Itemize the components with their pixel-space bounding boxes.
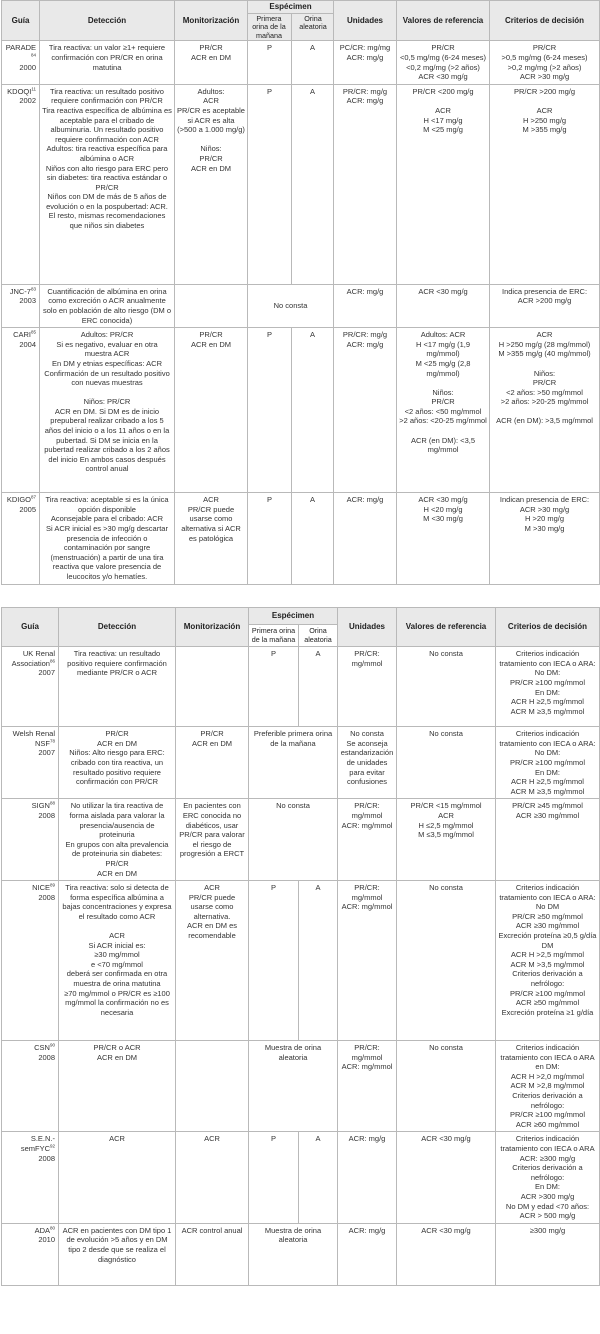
cell-unidades: ACR: mg/g — [334, 493, 397, 585]
header2-guia: Guía — [2, 608, 59, 647]
cell-monitorizacion — [175, 284, 248, 327]
guia-name: CSN — [34, 1043, 50, 1053]
header-referencia: Valores de referencia — [397, 1, 490, 41]
cell-referencia: No consta — [397, 881, 496, 1041]
cell-decision: Criterios indicación tratamiento con IECA o ARA: No DM PR/CR ≥50 mg/mmol ACR ≥30 mg/mmol Excreción proteína ≥0,5 g/día DM ACR H >2,5 mg/mmol ACR M >3,5 mg/mmol Criterios derivación a nefrólogo: PR/CR ≥100 mg/mmol ACR ≥50 mg/mmol Excreción proteína ≥1 g/día — [496, 881, 600, 1041]
table-row — [2, 1041, 600, 1132]
cell-deteccion: PR/CR o ACR ACR en DM — [59, 1041, 176, 1132]
cell-deteccion: Tira reactiva: un valor ≥1+ requiere confirmación con PR/CR en orina matutina — [40, 41, 175, 84]
guia-name: NICE — [32, 883, 50, 893]
cell-especimen: Preferible primera orina de la mañana — [249, 727, 338, 799]
cell-monitorizacion — [176, 647, 249, 727]
cell-deteccion: Tira reactiva: un resultado positivo requiere confirmación con PR/CR Tira reactiva específica de albúmina es aceptable para el cribado de albuminuria. Un resultado positivo requiere confirmación con ACR Adultos: tira reactiva específica para albúmina o ACR Niños con alto riesgo para ERC pero sin diabetes: tira reactiva estándar o PR/CR Niños con DM de más de 5 años de evolución o en la pospubertad: ACR. El resto, mismas recomendaciones que niños sin diabetes — [40, 84, 175, 284]
cell-aleatoria: A — [292, 84, 334, 284]
table-row — [2, 799, 600, 881]
guia-name: UK Renal Association — [11, 649, 55, 668]
header2-decision: Criterios de decisión — [496, 608, 600, 647]
cell-guia — [2, 1041, 59, 1132]
guia-name: PARADE — [5, 43, 36, 53]
cell-referencia: Adultos: ACR H <17 mg/g (1,9 mg/mmol) M <25 mg/g (2,8 mg/mmol) Niños: PR/CR <2 años: <50 mg/mmol >2 años: <20-25 mg/mmol ACR (en DM): <3,5 mg/mmol — [397, 328, 490, 493]
cell-guia — [2, 41, 40, 84]
cell-unidades: PR/CR: mg/mmol ACR: mg/mmol — [338, 1041, 397, 1132]
cell-referencia: No consta — [397, 1041, 496, 1132]
header-deteccion: Detección — [40, 1, 175, 41]
header-row-2 — [2, 608, 600, 625]
guia-name: ADA — [34, 1225, 50, 1235]
cell-primera: P — [249, 881, 299, 1041]
cell-primera: P — [249, 1132, 299, 1223]
cell-decision: ≥300 mg/g — [496, 1223, 600, 1285]
header-row-1 — [2, 1, 600, 41]
guia-year: 2000 — [19, 62, 36, 72]
cell-primera: P — [248, 84, 292, 284]
table-row — [2, 727, 600, 799]
cell-decision: PR/CR >0,5 mg/mg (6-24 meses) >0,2 mg/mg (>2 años) ACR >30 mg/g — [490, 41, 600, 84]
cell-aleatoria: A — [299, 647, 338, 727]
cell-referencia: ACR <30 mg/g — [397, 1223, 496, 1285]
cell-guia — [2, 1132, 59, 1223]
cell-decision: PR/CR >200 mg/g ACR H >250 mg/g M >355 mg/g — [490, 84, 600, 284]
table-row — [2, 1132, 600, 1223]
cell-decision: ACR H >250 mg/g (28 mg/mmol) M >355 mg/g (40 mg/mmol) Niños: PR/CR <2 años: >50 mg/mmol >2 años: >20-25 mg/mmol ACR (en DM): >3,5 mg/mmol — [490, 328, 600, 493]
cell-guia — [2, 328, 40, 493]
header2-deteccion: Detección — [59, 608, 176, 647]
header-especimen-label: Espécimen — [269, 2, 312, 11]
guia-ref: 11 — [31, 86, 36, 92]
guia-year: 2010 — [38, 1235, 55, 1245]
cell-referencia: No consta — [397, 727, 496, 799]
cell-unidades: PR/CR: mg/mmol ACR: mg/mmol — [338, 799, 397, 881]
guia-year: 2004 — [19, 339, 36, 349]
cell-monitorizacion — [176, 1041, 249, 1132]
table-row — [2, 647, 600, 727]
header-unidades: Unidades — [334, 1, 397, 41]
guia-year: 2008 — [38, 1153, 55, 1163]
cell-especimen: No consta — [248, 284, 334, 327]
cell-aleatoria: A — [299, 1132, 338, 1223]
header2-aleatoria: Orina aleatoria — [299, 625, 338, 647]
cell-guia — [2, 799, 59, 881]
cell-unidades: ACR: mg/g — [338, 1132, 397, 1223]
header2-primera: Primera orina de la mañana — [249, 625, 299, 647]
cell-aleatoria: A — [299, 881, 338, 1041]
cell-primera: P — [248, 493, 292, 585]
guia-ref: 85 — [30, 329, 36, 335]
table-row — [2, 881, 600, 1041]
cell-monitorizacion: ACR — [176, 1132, 249, 1223]
guia-ref: 80 — [49, 1225, 55, 1231]
cell-guia — [2, 1223, 59, 1285]
cell-monitorizacion: PR/CR ACR en DM — [175, 41, 248, 84]
cell-referencia: PR/CR <0,5 mg/mg (6-24 meses) <0,2 mg/mg (>2 años) ACR <30 mg/g — [397, 41, 490, 84]
cell-unidades: PR/CR: mg/g ACR: mg/g — [334, 328, 397, 493]
table-row — [2, 284, 600, 327]
cell-unidades: PR/CR: mg/g ACR: mg/g — [334, 84, 397, 284]
cell-unidades: ACR: mg/g — [338, 1223, 397, 1285]
cell-referencia: PR/CR <15 mg/mmol ACR H ≤2,5 mg/mmol M ≤3,5 mg/mmol — [397, 799, 496, 881]
cell-deteccion: Cuantificación de albúmina en orina como excreción o ACR anualmente solo en población de alto riesgo (DM o ERC conocida) — [40, 284, 175, 327]
cell-guia — [2, 284, 40, 327]
cell-guia — [2, 647, 59, 727]
cell-decision: Criterios indicación tratamiento con IECA o ARA ACR: ≥300 mg/g Criterios derivación a nefrólogo: En DM: ACR >300 mg/g No DM y edad <70 años: ACR > 500 mg/g — [496, 1132, 600, 1223]
cell-deteccion: ACR en pacientes con DM tipo 1 de evolución >5 años y en DM tipo 2 desde que se realiza el diagnóstico — [59, 1223, 176, 1285]
header-guia: Guía — [2, 1, 40, 41]
cell-unidades: PR/CR: mg/mmol — [338, 647, 397, 727]
cell-deteccion: ACR — [59, 1132, 176, 1223]
cell-deteccion: Tira reactiva: solo si detecta de forma específica albúmina a bajas concentraciones y expresa el resultado como ACR ACR Si ACR inicial es: ≥30 mg/mmol e <70 mg/mmol deberá ser confirmada en otra muestra de orina matutina ≥70 mg/mmol o PR/CR es ≥100 mg/mmol la confirmación no es necesaria — [59, 881, 176, 1041]
cell-decision: Indica presencia de ERC: ACR >200 mg/g — [490, 284, 600, 327]
guia-year: 2003 — [19, 296, 36, 306]
cell-decision: PR/CR ≥45 mg/mmol ACR ≥30 mg/mmol — [496, 799, 600, 881]
cell-deteccion: Adultos: PR/CR Si es negativo, evaluar en otra muestra ACR En DM y etnias específicas: ACR Confirmación de un resultado positivo con nuevas muestras Niños: PR/CR ACR en DM. Si DM es de inicio prepuberal realizar cribado a los 5 años del inicio o a los 11 años o en la pubertad. Si DM se inicia en la pubertad realizar cribado a los 2 años del inicio En ambos casos después control anual — [40, 328, 175, 493]
cell-unidades: ACR: mg/g — [334, 284, 397, 327]
guia-year: 2005 — [19, 504, 36, 514]
cell-aleatoria: A — [292, 41, 334, 84]
guia-ref: 89 — [49, 882, 55, 888]
cell-deteccion: Tira reactiva: un resultado positivo requiere confirmación mediante PR/CR o ACR — [59, 647, 176, 727]
header-decision: Criterios de decisión — [490, 1, 600, 41]
cell-decision: Criterios indicación tratamiento con IECA o ARA: No DM: PR/CR ≥100 mg/mmol En DM: ACR H ≥2,5 mg/mmol ACR M ≥3,5 mg/mmol — [496, 647, 600, 727]
guia-name: KDIGO — [6, 495, 31, 505]
cell-deteccion: Tira reactiva: aceptable si es la única opción disponible Aconsejable para el cribado: ACR Si ACR inicial es >30 mg/g descartar presencia de infección o contaminación por sangre (menstruación) a partir de una tira reactiva que valore presencia de leucocitos y/o hematíes. — [40, 493, 175, 585]
cell-referencia: No consta — [397, 647, 496, 727]
guia-name: KDOQI — [7, 86, 32, 96]
header-aleatoria: Orina aleatoria — [292, 14, 334, 41]
cell-guia — [2, 84, 40, 284]
cell-especimen: Muestra de orina aleatoria — [249, 1041, 338, 1132]
cell-guia — [2, 493, 40, 585]
guia-ref: 92 — [49, 1143, 55, 1149]
guia-name: Welsh Renal NSF — [12, 729, 55, 748]
guia-name: CARI — [13, 330, 31, 340]
guia-year: 2008 — [38, 810, 55, 820]
table-row — [2, 41, 600, 84]
guia-ref: 83 — [30, 286, 36, 292]
guia-name: SIGN — [31, 801, 50, 811]
cell-deteccion: PR/CR ACR en DM Niños: Alto riesgo para ERC: cribado con tira reactiva, un resultado positivo requiere confirmación con PR/CR — [59, 727, 176, 799]
table-row — [2, 328, 600, 493]
cell-primera: P — [248, 328, 292, 493]
cell-unidades: No consta Se aconseja estandarización de unidades para evitar confusiones — [338, 727, 397, 799]
cell-decision: Indican presencia de ERC: ACR >30 mg/g H >20 mg/g M >30 mg/g — [490, 493, 600, 585]
header2-monitorizacion: Monitorización — [176, 608, 249, 647]
cell-primera: P — [249, 647, 299, 727]
cell-guia — [2, 881, 59, 1041]
cell-aleatoria: A — [292, 493, 334, 585]
guia-name: JNC-7 — [9, 286, 31, 296]
cell-monitorizacion: Adultos: ACR PR/CR es aceptable si ACR es alta (>500 a 1.000 mg/g) Niños: PR/CR ACR en DM — [175, 84, 248, 284]
cell-especimen: No consta — [249, 799, 338, 881]
cell-referencia: PR/CR <200 mg/g ACR H <17 mg/g M <25 mg/g — [397, 84, 490, 284]
header2-referencia: Valores de referencia — [397, 608, 496, 647]
cell-referencia: ACR <30 mg/g — [397, 1132, 496, 1223]
cell-monitorizacion: En pacientes con ERC conocida no diabéticos, usar PR/CR para valorar el riesgo de progresión a ERCT — [176, 799, 249, 881]
header2-unidades: Unidades — [338, 608, 397, 647]
guia-year: 2007 — [38, 748, 55, 758]
cell-unidades: PR/CR: mg/mmol ACR: mg/mmol — [338, 881, 397, 1041]
guia-ref: 88 — [49, 800, 55, 806]
guia-name: S.E.N.-semFYC — [20, 1134, 55, 1154]
guia-ref: 78 — [49, 738, 55, 744]
cell-referencia: ACR <30 mg/g — [397, 284, 490, 327]
cell-aleatoria: A — [292, 328, 334, 493]
guia-ref: 90 — [49, 1042, 55, 1048]
cell-monitorizacion: ACR control anual — [176, 1223, 249, 1285]
cell-deteccion: No utilizar la tira reactiva de forma aislada para valorar la presencia/ausencia de proteinuria En grupos con alta prevalencia de proteinuria sin diabetes: PR/CR ACR en DM — [59, 799, 176, 881]
table-row — [2, 1223, 600, 1285]
cell-monitorizacion: PR/CR ACR en DM — [175, 328, 248, 493]
table-row — [2, 493, 600, 585]
cell-monitorizacion: ACR PR/CR puede usarse como alternativa si ACR es patológica — [175, 493, 248, 585]
guidelines-table-2 — [1, 607, 600, 1286]
cell-decision: Criterios indicación tratamiento con IECA o ARA: No DM: PR/CR ≥100 mg/mmol En DM: ACR H ≥2,5 mg/mmol ACR M ≥3,5 mg/mmol — [496, 727, 600, 799]
header2-especimen: Espécimen — [249, 608, 338, 625]
guidelines-table-1 — [1, 0, 600, 585]
cell-guia — [2, 727, 59, 799]
table-row — [2, 84, 600, 284]
cell-referencia: ACR <30 mg/g H <20 mg/g M <30 mg/g — [397, 493, 490, 585]
cell-unidades: PC/CR: mg/mg ACR: mg/g — [334, 41, 397, 84]
cell-monitorizacion: PR/CR ACR en DM — [176, 727, 249, 799]
header-especimen — [248, 1, 334, 41]
guia-ref: 86 — [49, 658, 55, 664]
header-monitorizacion: Monitorización — [175, 1, 248, 41]
header-primera: Primera orina de la mañana — [248, 14, 292, 41]
cell-primera: P — [248, 41, 292, 84]
guia-year: 2008 — [38, 1052, 55, 1062]
cell-decision: Criterios indicación tratamiento con IECA o ARA en DM: ACR H >2,0 mg/mmol ACR M >2,8 mg/mmol Criterios derivación a nefrólogo: PR/CR ≥100 mg/mmol ACR ≥60 mg/mmol — [496, 1041, 600, 1132]
guia-year: 2002 — [19, 96, 36, 106]
guia-ref: 87 — [30, 494, 36, 500]
guia-year: 2007 — [38, 668, 55, 678]
cell-monitorizacion: ACR PR/CR puede usarse como alternativa. ACR en DM es recomendable — [176, 881, 249, 1041]
guia-year: 2008 — [38, 892, 55, 902]
guia-ref: 84 — [30, 52, 36, 58]
cell-especimen: Muestra de orina aleatoria — [249, 1223, 338, 1285]
